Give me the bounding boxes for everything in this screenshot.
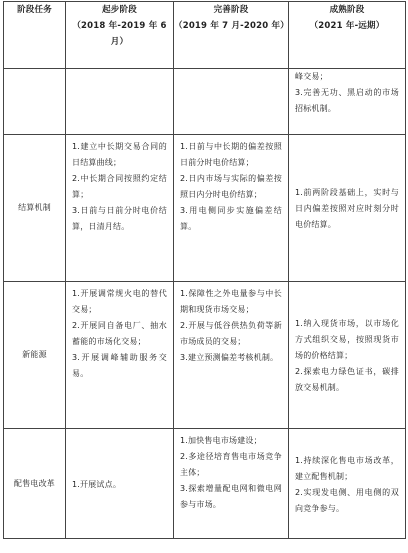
cell-item: 1.前两阶段基础上，实时与日内偏差按照对应时刻分时电价结算。 (295, 188, 399, 229)
stage-name: 起步阶段 (102, 5, 137, 15)
cell-item: 1.加快售电市场建设； (180, 436, 262, 445)
table-cell (174, 135, 289, 282)
cell-item: 1.保障性之外电量参与中长期和现货市场交易； (180, 289, 282, 314)
table-cell (289, 69, 406, 135)
cell-item: 3.建立预测偏差考核机制。 (180, 353, 279, 362)
row-label: 配售电改革 (4, 429, 66, 539)
table-cell (174, 429, 289, 539)
cell-item: 3.完善无功、黑启动的市场招标机制。 (295, 88, 399, 113)
cell-item: 2.实现发电侧、用电侧的双向竞争参与。 (295, 487, 399, 513)
cell-item: 1.持续深化售电市场改革，建立配售机制； (295, 455, 399, 481)
cell-item: 1.开展试点。 (72, 479, 122, 489)
stage-period: （2019 年 7 月-2020 年） (174, 21, 289, 31)
stage-header-3 (289, 2, 406, 69)
table-cell (66, 429, 174, 539)
table-cell (174, 69, 289, 135)
cell-item: 2.开展同自备电厂、抽水蓄能的市场化交易； (72, 321, 167, 346)
table-row (4, 429, 406, 539)
stage-name: 成熟阶段 (329, 5, 365, 15)
stage-period: （2018 年-2019 年 6 月） (72, 21, 167, 47)
cell-item: 2.日内市场与实际的偏差按照日内分时电价结算； (180, 174, 282, 199)
cell-item: 1.建立中长期交易合同的日结算曲线； (72, 142, 167, 167)
stage-name: 完善阶段 (213, 5, 249, 15)
cell-item: 3.用电侧同步实施偏差结算。 (180, 206, 282, 231)
stage-period: （2021 年-远期） (309, 21, 385, 31)
stage-header-1 (66, 2, 174, 69)
stage-header-2 (174, 2, 289, 69)
table-cell (289, 135, 406, 282)
table-row (4, 69, 406, 135)
cell-item: 峰交易； (295, 72, 328, 81)
cell-item: 1.日前与中长期的偏差按照日前分时电价结算； (180, 142, 282, 167)
stage-plan-table (3, 1, 406, 539)
cell-item: 1.纳入现货市场，以市场化方式组织交易，按照现货市场的价格结算； (295, 319, 399, 360)
table-cell (66, 135, 174, 282)
row-label: 新能源 (4, 282, 66, 429)
cell-item: 2.探索电力绿色证书，碳排放交易机制。 (295, 367, 399, 392)
table-cell (66, 69, 174, 135)
cell-item: 3.日前与日前分时电价结算，日清月结。 (72, 206, 167, 231)
cell-item: 2.多途径培育售电市场竞争主体； (180, 452, 282, 477)
row-label (4, 69, 66, 135)
table-cell (66, 282, 174, 429)
table-cell (289, 429, 406, 539)
cell-item: 1.开展调常规火电的替代交易； (72, 289, 167, 314)
task-header: 阶段任务 (4, 2, 66, 69)
row-label: 结算机制 (4, 135, 66, 282)
header-row (4, 2, 406, 69)
table-row (4, 282, 406, 429)
cell-item: 2.开展与低谷供热负荷等新市场成员的交易； (180, 321, 282, 346)
cell-item: 3.探索增量配电网和微电网参与市场。 (180, 484, 282, 509)
cell-item: 2.中长期合同按照约定结算； (72, 174, 167, 199)
table-cell (289, 282, 406, 429)
cell-item: 3.开展调峰辅助服务交易。 (72, 353, 167, 378)
table-row (4, 135, 406, 282)
table-cell (174, 282, 289, 429)
